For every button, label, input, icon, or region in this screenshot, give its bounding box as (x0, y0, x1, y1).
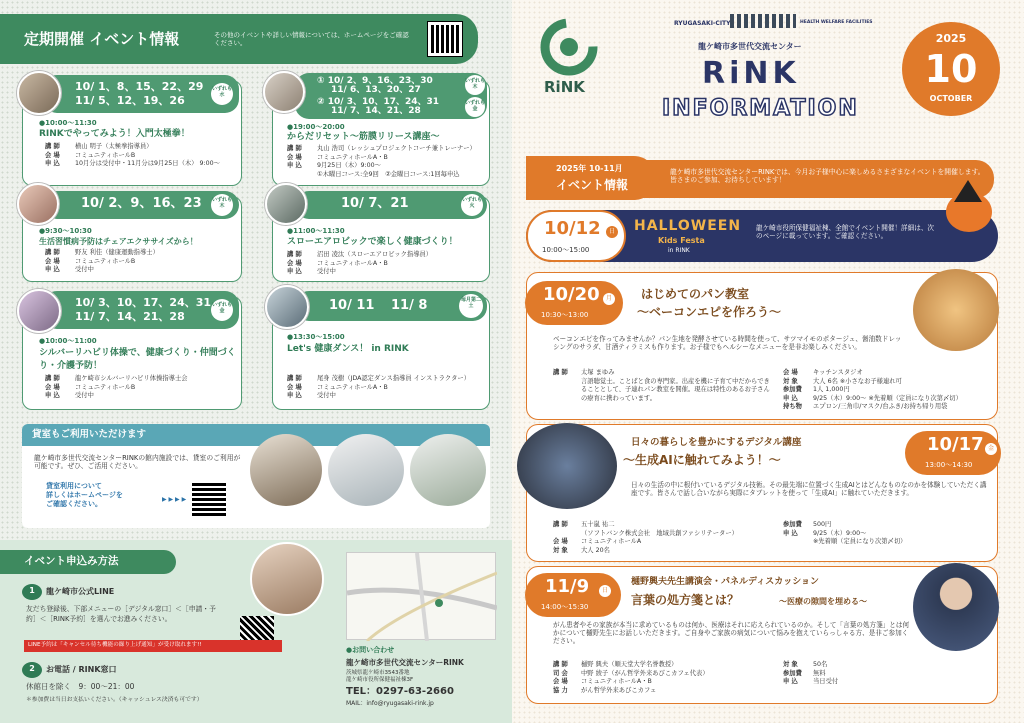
label-venue: 会 場 (45, 151, 60, 159)
talk-info (783, 661, 903, 687)
center-name: 龍ケ崎市多世代交流センター (698, 42, 802, 51)
phone-note: ＊参加費は当日お支払いください。（キャッシュレス決済も可です） (26, 697, 203, 703)
rental-link[interactable]: 貸室利用について 詳しくはホームページを ご確認ください。 (46, 482, 123, 508)
period-label: イベント情報 (556, 178, 629, 192)
label-apply: 申 込 (783, 529, 798, 537)
weekday-badge-fri: いずれも 金 (465, 97, 485, 117)
weekday: 月 (603, 293, 615, 305)
information-title: INFORMATION (662, 96, 859, 121)
lecturer: 五十嵐 祐二 (581, 521, 615, 528)
label-cohost: 司 会 (553, 669, 568, 677)
label-venue: 会 場 (287, 153, 302, 161)
dates-course2: ② 10/ 3、10、17、24、31 (317, 97, 440, 107)
time: 13:00〜14:30 (925, 461, 973, 469)
talk-lecturer (553, 661, 783, 695)
event-title: からだリセット〜筋膜リリース講座〜 (287, 132, 440, 142)
contact-tel[interactable]: TEL：0297-63-2660 (346, 686, 454, 697)
venue: コミュニティホールB (75, 151, 136, 159)
event-card-silver[interactable] (22, 296, 242, 410)
facilities-label: HEALTH WELFARE FACILITIES (800, 20, 873, 25)
label-venue: 会 場 (287, 383, 302, 391)
lecturer: 太塚 まゆみ (581, 369, 615, 376)
talk-date (525, 573, 621, 617)
date: 10/17 (927, 434, 984, 455)
witch-hat-icon (954, 180, 982, 202)
fee: 500円 (813, 521, 832, 528)
ai-lecturer (553, 521, 773, 555)
label-apply: 申 込 (287, 392, 302, 399)
venue: コミュニティホールA・B (317, 259, 388, 267)
rink-logo (540, 18, 598, 76)
period: 2025年 10-11月 (556, 164, 623, 173)
label-target: 対 象 (783, 377, 798, 385)
label-apply: 申 込 (783, 394, 798, 402)
label-lecturer: 講 師 (553, 369, 568, 376)
intro-band (642, 160, 994, 198)
contact-name: 龍ケ崎市多世代交流センターRINK (346, 658, 464, 667)
dates-november: 11/ 5、12、19、26 (75, 94, 185, 107)
dates-october: 10/ 2、9、16、23 (81, 196, 202, 211)
lecturer-note: 言語聴覚士。ことばと食の専門家。出産を機に子育て中だからできることとして、子連れパン教室を開催。現在は特性のあるお子さんの療育に携わっています。 (581, 377, 770, 402)
apply: 受付中 (75, 392, 94, 399)
dates-course1: ① 10/ 2、9、16、23、30 (317, 76, 433, 86)
event-dates (43, 291, 239, 329)
label-venue: 会 場 (553, 538, 568, 545)
month-badge (902, 22, 1000, 116)
label-apply: 申 込 (45, 160, 60, 167)
talk-subtitle: 言葉の処方箋とは？ (631, 593, 740, 607)
label-apply: 申 込 (287, 162, 302, 169)
event-time: ●11:00〜11:30 (287, 227, 345, 235)
month-english: OCTOBER (929, 94, 973, 103)
dates-october: 10/ 1、8、15、22、29 (75, 80, 204, 93)
apply-method-header (0, 550, 176, 574)
weekday-badge: いずれも 火 (461, 194, 483, 216)
phone-hours: 休館日を除く 9：00〜21：00 (26, 682, 135, 691)
label-apply: 申 込 (45, 266, 60, 273)
apply: 9月25日（木）9:00〜 (317, 162, 381, 169)
label-lecturer: 講 師 (287, 251, 302, 258)
label-venue: 会 場 (45, 257, 60, 265)
label-apply: 申 込 (287, 268, 302, 275)
dates-course2-nov: 11/ 7、14、21、28 (331, 106, 421, 116)
people-silhouette-icon (730, 14, 796, 28)
venue: コミュニティホールB (75, 383, 136, 391)
apply: 9/25（木）9:00〜 ※先着順（定員になり次第〆切） (813, 394, 962, 402)
event-time: ●10:00〜11:30 (39, 119, 97, 127)
step-2-icon: 2 (22, 662, 42, 678)
weekday: 日 (606, 226, 618, 238)
ai-date (905, 431, 1001, 475)
lecturer: 横山 明子（太極拳指導員） (75, 143, 153, 150)
venue: コミュニティホールA・B (317, 383, 388, 391)
label-target: 対 象 (553, 546, 568, 554)
reception-photo (250, 542, 324, 616)
label-venue: 会 場 (45, 383, 60, 391)
apply: 10月分は受付中・11月分は9月25日（木） 9:00〜 (75, 160, 220, 167)
label-venue: 会 場 (553, 678, 568, 685)
apply: 受付中 (75, 266, 94, 273)
dance-photo (265, 285, 309, 329)
halloween-title: HALLOWEEN (634, 218, 742, 234)
label-items: 持ち物 (783, 403, 802, 410)
coop: がん哲学外来あびこカフェ (581, 686, 657, 694)
talk-title: 樋野興夫先生講演会・パネルディスカッション (631, 577, 820, 587)
weekday-badge: 毎月第二 土 (459, 294, 483, 318)
label-venue: 会 場 (783, 369, 798, 376)
talk-desc: がん患者やその家族が本当に求めているものは何か、医療はそれに応えられているのか。そして「言葉の処方箋」とは何かについて樋野先生にお話しいただきます。ご自身やご家族の病気について悩みを抱えていらっしゃる方、是非ご参加ください。 (553, 621, 910, 646)
banner-title: 定期開催 イベント情報 (24, 30, 180, 48)
event-time: ●19:00〜20:00 (287, 123, 345, 131)
ai-info (783, 521, 993, 547)
contact-address: 茨城県龍ケ崎市3543番地 龍ケ崎市役所保健福祉棟3F (346, 670, 414, 683)
date: 10/12 (544, 218, 601, 239)
talk-subtitle2: 〜医療の隙間を埋める〜 (779, 597, 867, 606)
taichi-photo (17, 71, 61, 115)
ai-title: 日々の暮らしを豊かにするデジタル講座 (631, 437, 802, 448)
cohost: 中野 綾子（がん哲学外来あびこカフェ代表） (581, 669, 709, 677)
event-time: ●10:00〜11:00 (39, 337, 97, 345)
event-title: Let's 健康ダンス！ in RINK (287, 344, 409, 354)
bread-lecturer (553, 369, 773, 403)
time: 14:00〜15:30 (541, 603, 589, 611)
label-fee: 参加費 (783, 386, 802, 393)
rental-section (22, 424, 490, 528)
bread-event[interactable] (526, 272, 998, 420)
map[interactable] (346, 552, 496, 640)
banner-note: その他のイベントや詳しい情報については、ホームページをご確認ください。 (214, 31, 409, 48)
label-fee: 参加費 (783, 669, 802, 677)
label-apply: 申 込 (45, 392, 60, 399)
event-title: 生活習慣病予防はチェアエクササイズから！ (39, 237, 198, 246)
lecturer-note: （ソフトバンク株式会社 地域共創ファシリテーター） (581, 529, 738, 537)
rental-title: 貸室もご利用いただけます (32, 429, 147, 440)
silver-photo (17, 289, 61, 333)
label-target: 対 象 (783, 661, 798, 668)
bread-subtitle: 〜ベーコンエピを作ろう〜 (637, 305, 782, 319)
rental-qr-code[interactable] (192, 482, 226, 516)
lecturer: 丸山 浩司（レッシュプロジェクトコーチ兼トレーナー） (317, 145, 476, 152)
city-label: RYUGASAKI-CITY (674, 20, 731, 27)
regular-events-banner (0, 14, 478, 64)
event-dates (43, 191, 239, 219)
weekday-badge: いずれも 金 (211, 299, 233, 321)
event-title: RINKでやってみよう！入門太極拳！ (39, 129, 190, 139)
dates-november: 11/ 7、14、21、28 (75, 310, 185, 323)
rink-logo-icon (540, 18, 598, 76)
target: 大人 6名 ※小さなお子様連れ可 (813, 377, 902, 385)
target: 大人 20名 (581, 546, 610, 554)
period-tab (526, 156, 656, 200)
rink-title: RiNK (702, 56, 800, 91)
fascia-photo (263, 71, 305, 113)
dates-october: 10/ 7、21 (341, 196, 409, 211)
halloween-text: 龍ケ崎市役所保健福祉棟、全館でイベント開催！詳細は、次のページに載っています。ご確認ください。 (756, 224, 935, 241)
halloween-sub: Kids Festa (658, 236, 705, 245)
weekday: 日 (599, 585, 611, 597)
lecturer: 樋野 興夫（順天堂大学名誉教授） (581, 661, 678, 668)
line-text: 友だち登録後、下部メニューの［デジタル窓口］＜［申請・予約］＜［RINK予約］を選んでお進みください。 (26, 605, 216, 624)
bread-photo (913, 269, 999, 351)
intro-text: 龍ケ崎市多世代交流センターRINKでは、今月お子様中心に楽しめるさまざまなイベントを開催します。皆さまのご参加、お待ちしています！ (670, 168, 985, 185)
lecturer: 龍ケ崎市シルバーリハビリ体操指導士会 (75, 375, 188, 382)
event-card-aerobic[interactable] (272, 196, 490, 282)
apply: 当日受付 (813, 678, 839, 685)
rental-header (22, 424, 490, 446)
fee: 1人 1,000円 (813, 386, 850, 393)
venue: コミュニティホールA (581, 538, 642, 545)
dates-november: 11/ 8 (391, 298, 428, 313)
event-card-dance[interactable] (272, 296, 490, 410)
items: エプロン/三角巾/マスク/台ふき/お持ち帰り用袋 (813, 403, 948, 410)
apply-method-title: イベント申込み方法 (24, 555, 119, 567)
event-details (45, 143, 240, 169)
venue: コミュニティホールB (75, 257, 136, 265)
label-lecturer: 講 師 (45, 249, 60, 256)
tablet-photo (517, 423, 617, 509)
event-dates (295, 73, 487, 119)
time: 10:00〜15:00 (542, 246, 590, 254)
apply: 9/25（木）9:00〜 (813, 529, 867, 537)
qr-code[interactable] (428, 22, 462, 56)
event-details (287, 251, 487, 277)
event-dates (295, 191, 487, 219)
event-dates (43, 75, 239, 113)
date: 11/9 (545, 576, 590, 597)
line-note: LINE予約は「キャンセル待ち機能の繰り上げ通知」が受け取れます!! (24, 640, 282, 652)
event-card-chair[interactable] (22, 196, 242, 282)
label-lecturer: 講 師 (287, 375, 302, 382)
weekday: 金 (985, 443, 997, 455)
ai-desc: 日々の生活の中に根付いているデジタル技術。その最先端に位置づく生成AIとはどんなものなのかを体験していただく講座です。皆さんで話し合いながら実際にタブレットを使って「生成AI」に触れていただきます。 (631, 481, 987, 498)
dates-october: 10/ 3、10、17、24、31 (75, 296, 212, 309)
bread-title: はじめてのパン教室 (641, 287, 750, 301)
event-title: スローエアロビックで楽しく健康づくり！ (287, 237, 458, 247)
halloween-place: in RINK (668, 247, 690, 254)
room-photo-2 (328, 434, 404, 506)
apply-note: ※先着順（定員になり次第〆切） (813, 538, 907, 545)
logo-text: RiNK (544, 78, 585, 96)
event-dates (295, 291, 487, 321)
time: 10:30〜13:00 (541, 311, 589, 319)
map-graphic (347, 553, 497, 641)
room-photo-3 (410, 434, 486, 506)
bread-date (525, 281, 623, 325)
rental-text: 龍ケ崎市多世代交流センターRINKの館内施設では、貸室のご利用が可能です。ぜひ、ご活用ください。 (34, 454, 241, 471)
venue: コミュニティホールA・B (317, 153, 388, 161)
label-lecturer: 講 師 (553, 661, 568, 668)
apply: 受付中 (317, 268, 336, 275)
target: 50名 (813, 661, 828, 668)
label-fee: 参加費 (783, 521, 802, 528)
lecturer: 野友 利佳（健康運動指導士） (75, 249, 159, 256)
date: 10/20 (543, 284, 600, 305)
chair-photo (17, 183, 59, 225)
line-title: 龍ケ崎市公式LINE (46, 587, 115, 596)
bread-desc: ベーコンエピを作ってみませんか？パン生地を発酵させている時間を使って、サツマイモのポタージュ、醤油数ドレッシングのサラダ、甘酒ティラミスも作ります。お子様でもヘルシーなメニューを是非お楽しみください。 (553, 335, 902, 352)
dates-course1-nov: 11/ 6、13、20、27 (331, 85, 421, 95)
room-photo-1 (250, 434, 322, 506)
event-details (45, 375, 240, 401)
apply: 受付中 (317, 392, 336, 399)
label-coop: 協 力 (553, 686, 568, 694)
label-lecturer: 講 師 (287, 145, 302, 152)
year: 2025 (935, 32, 967, 45)
label-lecturer: 講 師 (45, 143, 60, 150)
right-page (512, 0, 1024, 723)
ai-subtitle: 〜生成AIに触れてみよう！〜 (623, 453, 781, 467)
apply-method-section (0, 540, 512, 723)
event-details (287, 145, 487, 179)
weekday-badge: いずれも 木 (211, 194, 233, 216)
halloween-date (526, 210, 626, 262)
bread-info (783, 369, 993, 412)
label-venue: 会 場 (287, 259, 302, 267)
speaker-photo (913, 563, 999, 651)
label-lecturer: 講 師 (553, 521, 568, 528)
event-details (287, 375, 487, 401)
aerobic-photo (265, 183, 307, 225)
event-time: ●13:30〜15:00 (287, 333, 345, 341)
weekday-badge: いずれも 水 (211, 83, 233, 105)
contact-mail[interactable]: MAIL：info@ryugasaki-rink.jp (346, 700, 434, 707)
dates-october: 10/ 11 (329, 298, 375, 313)
halloween-event[interactable] (526, 210, 998, 262)
phone-title: お電話 / RINK窓口 (46, 665, 117, 674)
fee: 無料 (813, 669, 826, 677)
event-title: シルバーリハビリ体操で、健康づくり・仲間づくり・介護予防！ (39, 348, 236, 372)
arrow-icons: ▶ ▶ ▶ ▶ (162, 496, 187, 503)
contact-heading: ●お問い合わせ (346, 646, 395, 654)
venue: キッチンスタジオ (813, 369, 863, 376)
talk-event[interactable] (526, 566, 998, 704)
label-apply: 申 込 (783, 678, 798, 685)
apply-note: ①木曜日コース:全9回 ②金曜日コース:1回毎申込 (317, 170, 460, 178)
lecturer: 尾身 茂樹（JDA認定ダンス指導員 インストラクター） (317, 375, 470, 382)
venue: コミュニティホールA・B (581, 678, 652, 685)
event-details (45, 249, 240, 275)
event-time: ●9:30〜10:30 (39, 227, 92, 235)
event-card-fascia[interactable] (272, 76, 490, 186)
weekday-badge-thu: いずれも 木 (465, 75, 485, 95)
month-number: 10 (924, 47, 978, 91)
step-1-icon: 1 (22, 584, 42, 600)
lecturer: 沼田 凌汰（スローエアロビック指導員） (317, 251, 433, 258)
event-card-taichi[interactable] (22, 80, 242, 186)
label-lecturer: 講 師 (45, 375, 60, 382)
ai-event[interactable] (526, 424, 998, 562)
